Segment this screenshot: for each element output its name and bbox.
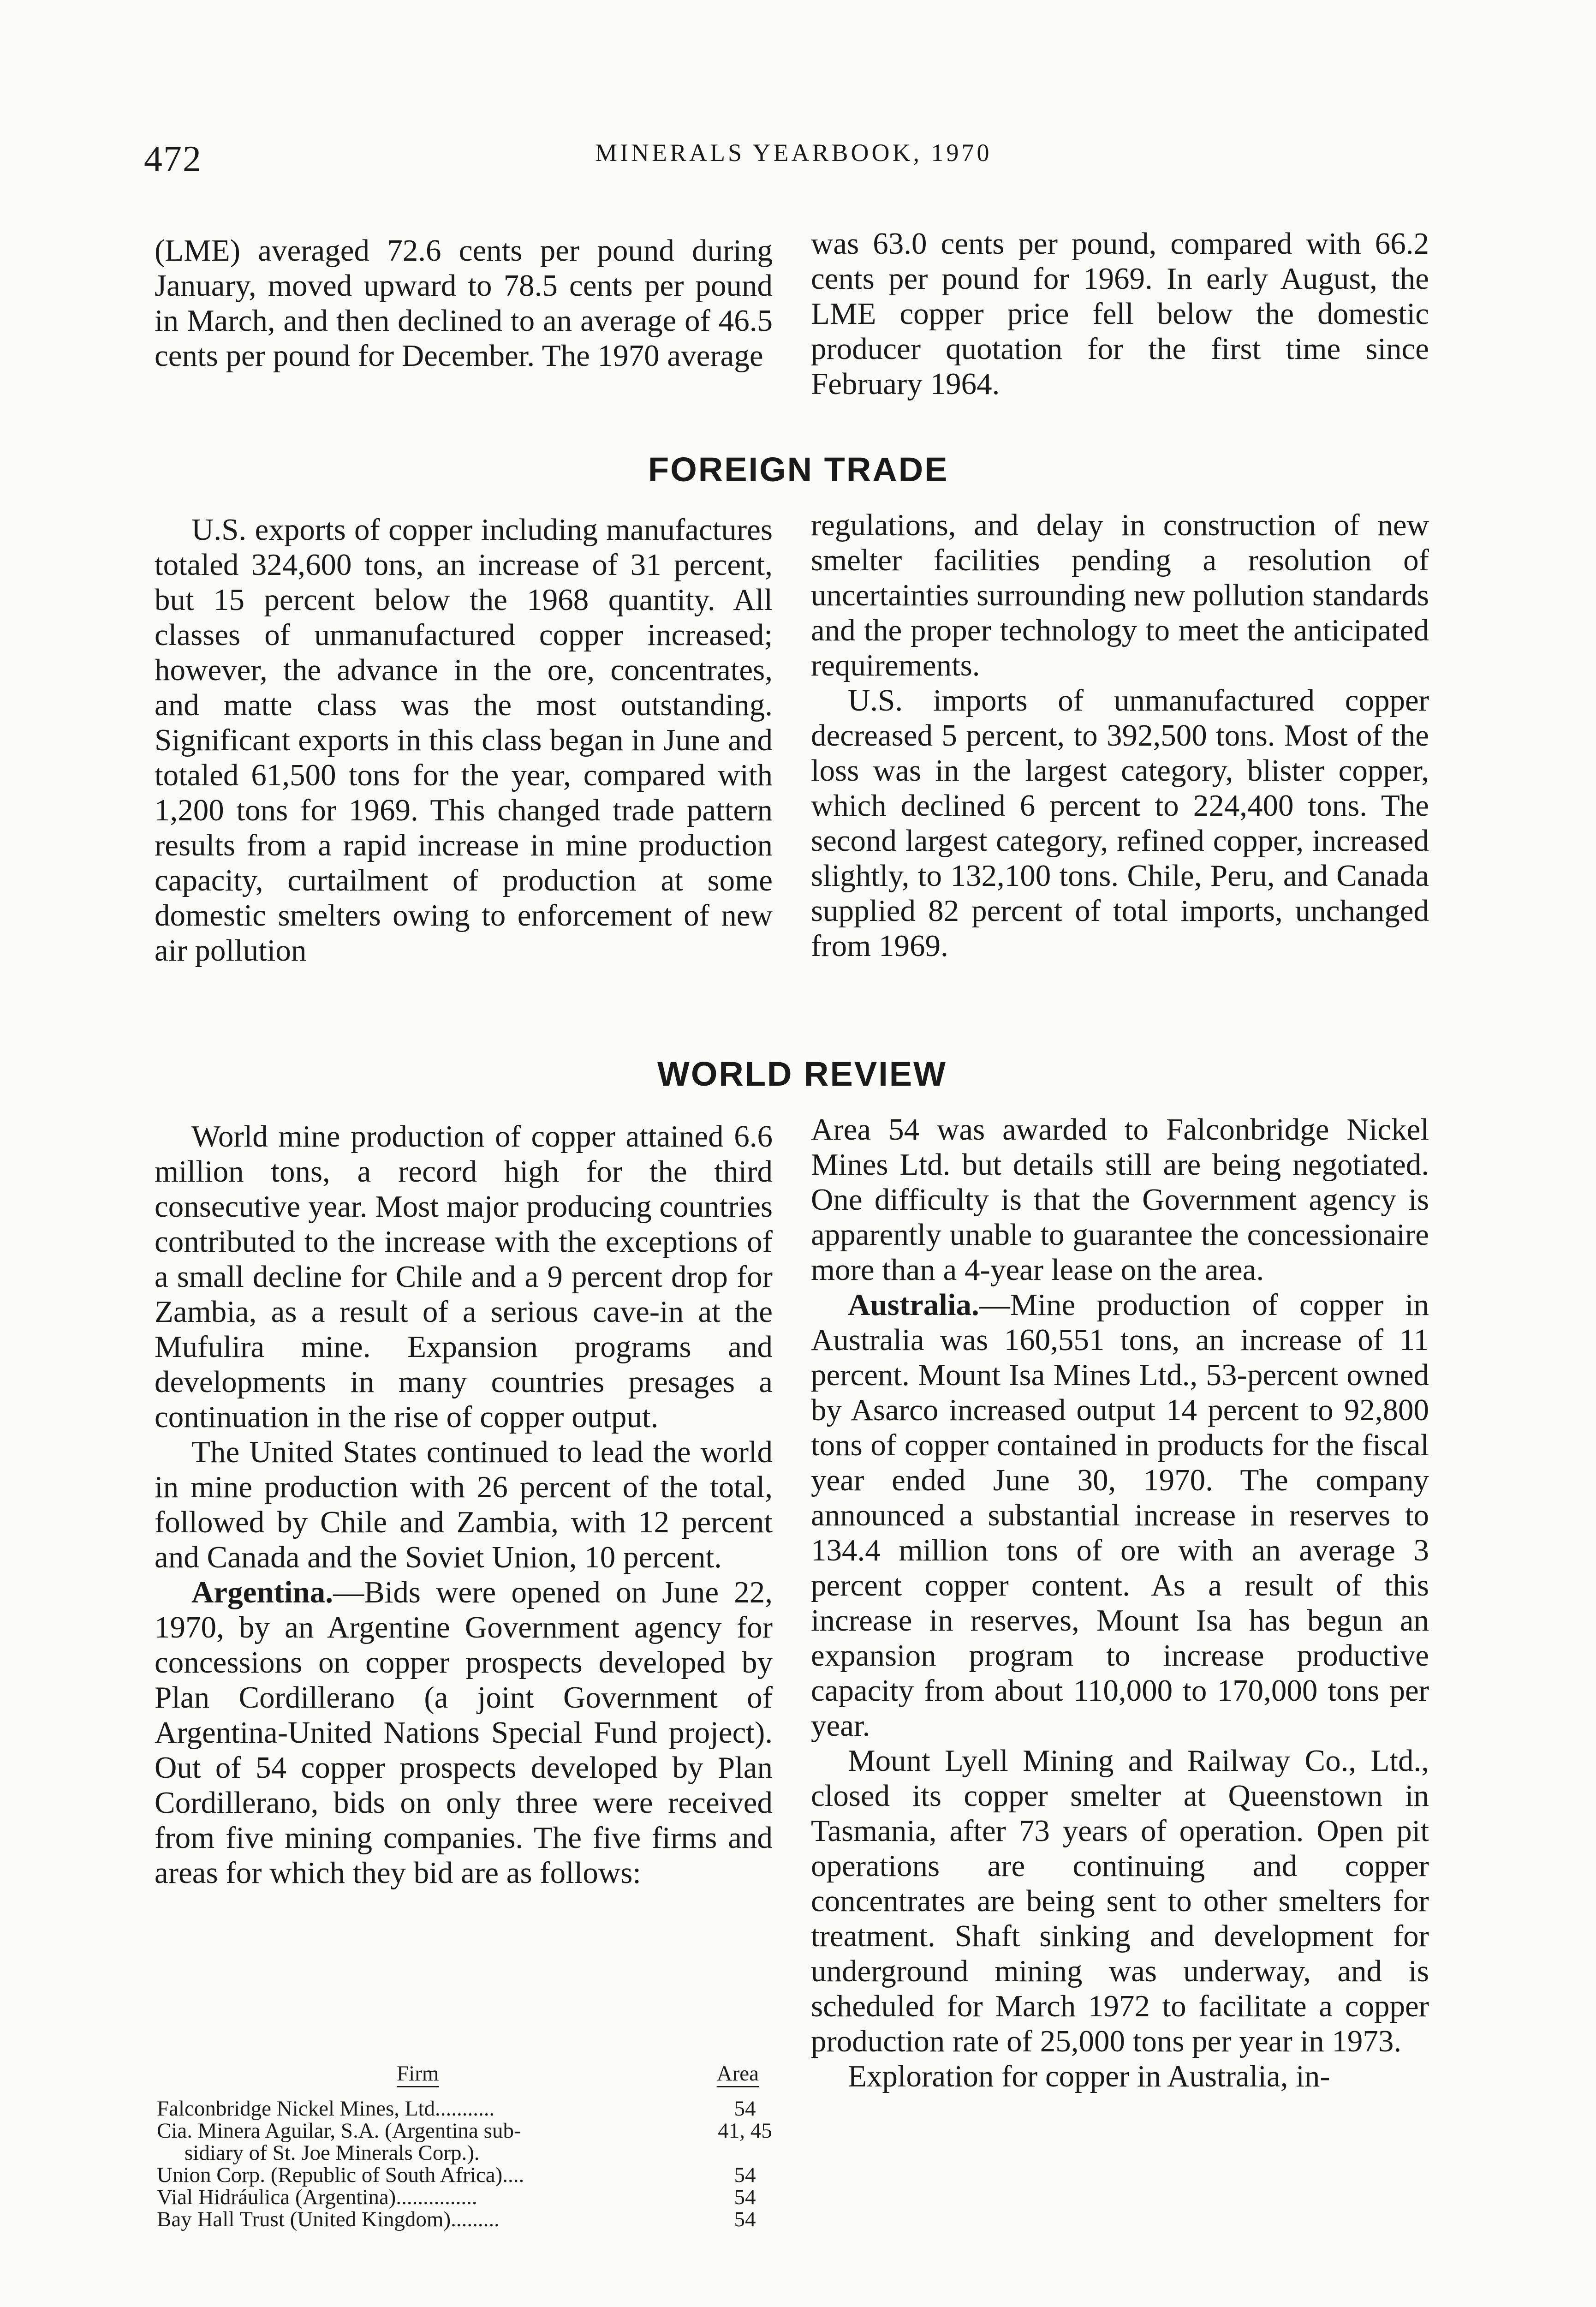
area-column-header: Area [716,2062,759,2086]
firm-name: Cia. Minera Aguilar, S.A. (Argentina sub- [157,2119,521,2143]
intro-left-column [155,233,773,373]
page-number: 472 [144,139,202,179]
firm-area: 54 [734,2097,756,2121]
table-row [157,2186,784,2208]
area-54-paragraph: Area 54 was awarded to Falconbridge Nickel Mines Ltd. but details still are being negotiated. One difficulty is that the Government agency is apparently unable to guarantee the concessionaire more than a 4-year lease on the area. [811,1112,1429,1287]
world-review-heading: WORLD REVIEW [657,1055,947,1093]
intro-left-text: (LME) averaged 72.6 cents per pound during January, moved upward to 78.5 cents per pound in March, and then declined to an average of 46.5 cents per pound for December. The 1970 average [155,233,773,373]
argentina-paragraph [155,1575,773,1890]
world-review-left-column [155,1119,773,1890]
australia-label: Australia. [848,1288,979,1322]
table-row [157,2208,784,2230]
foreign-trade-exports-paragraph: U.S. exports of copper including manufactures totaled 324,600 tons, an increase of 31 percent, but 15 percent below the 1968 quantity. All classes of unmanufactured copper increased; however, the advance in the ore, concentrates, and matte class was the most outstanding. Significant exports in this class began in June and totaled 61,500 tons for the year, compared with 1,200 tons for 1969. This changed trade pattern results from a rapid increase in mine production capacity, curtailment of production at some domestic smelters owing to enforcement of new air pollution [155,513,773,968]
exploration-paragraph: Exploration for copper in Australia, in- [848,2059,1330,2093]
firm-name: sidiary of St. Joe Minerals Corp.). [185,2141,480,2165]
firm-area [706,2142,784,2164]
table-row [157,2120,784,2142]
australia-paragraph [811,1287,1429,1743]
world-review-right-column [811,1112,1429,2094]
united-states-paragraph: The United States continued to lead the world in mine production with 26 percent of the total, followed by Chile and Zambia, with 12 percent and Canada and the Soviet Union, 10 percent. [155,1435,773,1574]
firm-name: Union Corp. (Republic of South Africa).... [157,2163,524,2187]
table-row [157,2164,784,2186]
argentina-label: Argentina. [191,1575,333,1609]
firm-area: 41, 45 [718,2119,772,2143]
firm-area: 54 [734,2185,756,2209]
intro-right-column [811,226,1429,401]
argentina-text: —Bids were opened on June 22, 1970, by an Argentine Government agency for concessions on copper prospects developed by Plan Cordillerano (a joint Government of Argentina-United Nations Special Fund project). Out of 54 copper prospects developed by Plan Cordillerano, bids on only three were received from five mining companies. The five firms and areas for which they bid are as follows: [155,1575,773,1890]
foreign-trade-regulations-paragraph: regulations, and delay in construction of new smelter facilities pending a resolution of uncertainties surrounding new pollution standards and the proper technology to meet the anticipated requirements. [811,508,1429,682]
world-production-paragraph: World mine production of copper attained 6.6 million tons, a record high for the third consecutive year. Most major producing countries contributed to the increase with the exceptions of a small decline for Chile and a 9 percent drop for Zambia, as a result of a serious cave-in at the Mufulira mine. Expansion programs and developments in many countries presages a continuation in the rise of copper output. [155,1119,773,1434]
australia-text: —Mine production of copper in Australia was 160,551 tons, an increase of 11 percent. Mount Isa Mines Ltd., 53-percent owned by Asarco increased output 14 percent to 92,800 tons of copper contained in products for the fiscal year ended June 30, 1970. The company announced a substantial increase in reserves to 134.4 million tons of ore with an average 3 percent copper content. As a result of this increase in reserves, Mount Isa has begun an expansion program to increase productive capacity from about 110,000 to 170,000 tons per year. [811,1288,1429,1743]
mount-lyell-paragraph: Mount Lyell Mining and Railway Co., Ltd., closed its copper smelter at Queenstown in Tasmania, after 73 years of operation. Open pit operations are continuing and copper concentrates are being sent to other smelters for treatment. Shaft sinking and development for underground mining was underway, and is scheduled for March 1972 to facilitate a copper production rate of 25,000 tons per year in 1973. [811,1744,1429,2058]
foreign-trade-right-column [811,508,1429,963]
firm-name: Vial Hidráulica (Argentina)............... [157,2185,477,2209]
intro-right-text: was 63.0 cents per pound, compared with 66.2 cents per pound for 1969. In early August, the LME copper price fell below the domestic producer quotation for the first time since February 1964. [811,227,1429,401]
foreign-trade-heading: FOREIGN TRADE [648,450,949,489]
running-title: MINERALS YEARBOOK, 1970 [595,139,992,167]
firm-column-header: Firm [397,2062,439,2086]
firm-name: Bay Hall Trust (United Kingdom)......... [157,2207,500,2231]
firm-area: 54 [734,2163,756,2187]
firm-table-header [157,2062,784,2085]
table-row [157,2142,784,2164]
foreign-trade-left-column [155,512,773,968]
firm-name: Falconbridge Nickel Mines, Ltd........... [157,2097,495,2121]
foreign-trade-imports-paragraph: U.S. imports of unmanufactured copper decreased 5 percent, to 392,500 tons. Most of the loss was in the largest category, blister copper, which declined 6 percent to 224,400 tons. The second largest category, refined copper, increased slightly, to 132,100 tons. Chile, Peru, and Canada supplied 82 percent of total imports, unchanged from 1969. [811,683,1429,963]
firm-bids-table [157,2062,784,2230]
table-row [157,2098,784,2120]
firm-area: 54 [734,2207,756,2231]
